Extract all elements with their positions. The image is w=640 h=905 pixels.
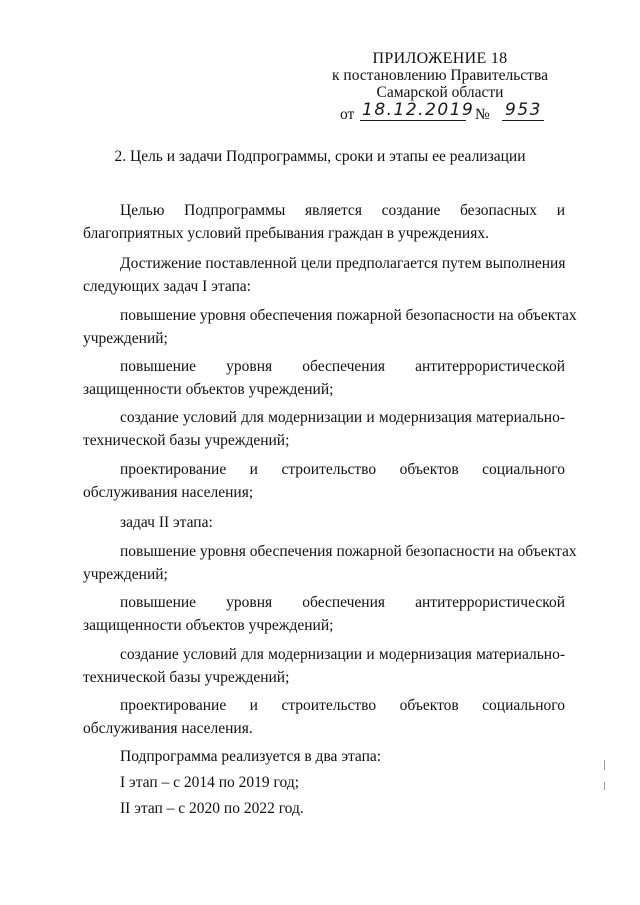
- paragraph: [83, 591, 565, 637]
- resolution-date-number: [340, 100, 580, 126]
- paragraph-line: технической базы учреждений;: [83, 669, 290, 686]
- paragraph-line: обслуживания населения;: [83, 484, 254, 501]
- paragraph: [83, 458, 565, 504]
- number-label: №: [475, 106, 490, 123]
- paragraph: [83, 745, 565, 768]
- paragraph-line: Достижение поставленной цели предполагается путем выполнения: [120, 255, 566, 272]
- section-title: 2. Цель и задачи Подпрограммы, сроки и этапы ее реализации: [114, 148, 526, 165]
- paragraph: [83, 406, 565, 452]
- paragraph-line: следующих задач I этапа:: [83, 278, 251, 295]
- paragraph: [83, 355, 565, 401]
- paragraph-line: повышение уровня обеспечения антитеррористической: [120, 358, 565, 375]
- paragraph-line: создание условий для модернизации и модернизация материально-: [120, 646, 565, 663]
- paragraph: [83, 540, 577, 586]
- paragraph-line: благоприятных условий пребывания граждан в учреждениях.: [83, 225, 489, 242]
- paragraph: [83, 252, 565, 298]
- paragraph-line: создание условий для модернизации и модернизация материально-: [120, 409, 565, 426]
- paragraph: [83, 694, 565, 740]
- paragraph-line: Целью Подпрограммы является создание безопасных и: [120, 202, 565, 219]
- paragraph-line: учреждений;: [83, 566, 168, 583]
- scan-artifact: [604, 782, 605, 790]
- appendix-header: [310, 50, 570, 101]
- paragraph: [83, 511, 565, 534]
- appendix-title: ПРИЛОЖЕНИЕ 18: [372, 50, 508, 67]
- appendix-region-line: Самарской области: [376, 84, 504, 101]
- paragraph-line: повышение уровня обеспечения антитеррористической: [120, 594, 565, 611]
- paragraph-line: II этап – с 2020 по 2022 год.: [120, 800, 304, 817]
- date-underline: [360, 120, 466, 121]
- paragraph: [83, 199, 565, 245]
- paragraph: [83, 797, 565, 820]
- paragraph: [83, 304, 577, 350]
- handwritten-number: 953: [505, 100, 542, 120]
- paragraph-line: проектирование и строительство объектов социального: [120, 697, 565, 714]
- paragraph-line: повышение уровня обеспечения пожарной безопасности на объектах: [120, 307, 577, 324]
- paragraph-line: повышение уровня обеспечения пожарной безопасности на объектах: [120, 543, 577, 560]
- paragraph-line: защищенности объектов учреждений;: [83, 381, 334, 398]
- paragraph-line: защищенности объектов учреждений;: [83, 617, 334, 634]
- paragraph: [83, 771, 565, 794]
- handwritten-date: 18.12.2019: [362, 100, 475, 120]
- paragraph-line: проектирование и строительство объектов социального: [120, 461, 565, 478]
- paragraph-line: Подпрограмма реализуется в два этапа:: [120, 748, 382, 765]
- paragraph: [83, 643, 565, 689]
- paragraph-line: I этап – с 2014 по 2019 год;: [120, 774, 300, 791]
- paragraph-line: задач II этапа:: [120, 514, 213, 531]
- paragraph-line: обслуживания населения.: [83, 720, 253, 737]
- number-underline: [502, 120, 544, 121]
- paragraph-line: технической базы учреждений;: [83, 432, 290, 449]
- paragraph-line: учреждений;: [83, 330, 168, 347]
- from-label: от: [340, 106, 355, 123]
- scan-artifact: [604, 760, 605, 770]
- appendix-resolution-line: к постановлению Правительства: [332, 67, 548, 84]
